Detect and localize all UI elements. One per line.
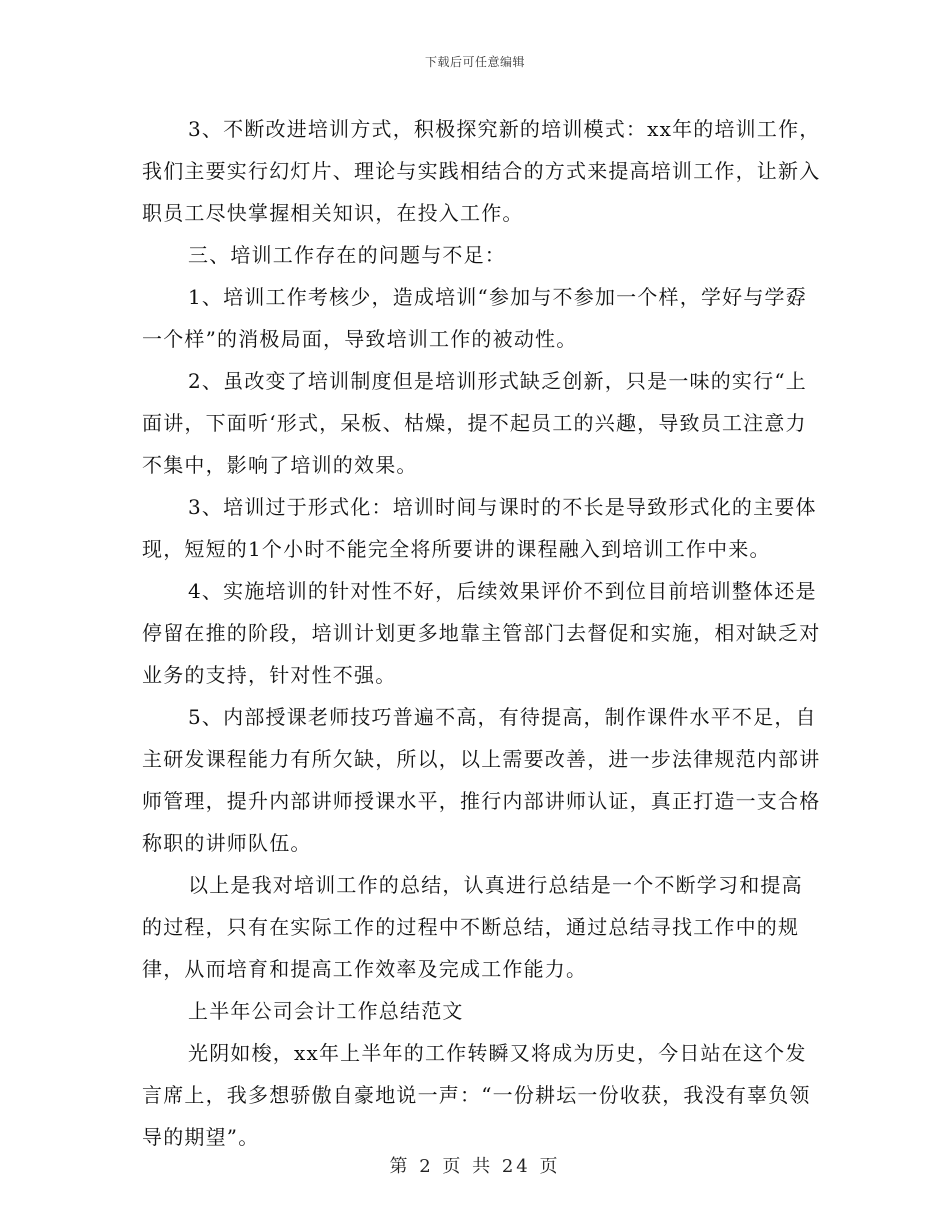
paragraph: 1、培训工作考核少，造成培训“参加与不参加一个样，学好与学孬一个样”的消极局面，导致培训工作的被动性。: [142, 285, 807, 351]
paragraph: 以上是我对培训工作的总结，认真进行总结是一个不断学习和提高的过程，只有在实际工作的过程中不断总结，通过总结寻找工作中的规律，从而培育和提高工作效率及完成工作能力。: [142, 873, 803, 981]
page-number: 第 2 页 共 24 页: [389, 1156, 561, 1177]
document-subtitle: 上半年公司会计工作总结范文: [188, 999, 464, 1023]
paragraph: 光阴如梭，xx年上半年的工作转瞬又将成为历史，今日站在这个发言席上，我多想骄傲自豪地说一声：“一份耕坛一份收获，我没有辜负领导的期望”。: [142, 1041, 811, 1149]
page-header: 下载后可任意编辑: [424, 55, 525, 69]
paragraph: 4、实施培训的针对性不好，后续效果评价不到位目前培训整体还是停留在推的阶段，培训计划更多地靠主管部门去督促和实施，相对缺乏对业务的支持，针对性不强。: [142, 579, 821, 687]
paragraph: 3、不断改进培训方式，积极探究新的培训模式：xx年的培训工作，我们主要实行幻灯片、理论与实践相结合的方式来提高培训工作，让新入职员工尽快掌握相关知识，在投入工作。: [142, 117, 821, 225]
paragraph: 5、内部授课老师技巧普遍不高，有待提高，制作课件水平不足，自主研发课程能力有所欠缺，所以，以上需要改善，进一步法律规范内部讲师管理，提升内部讲师授课水平，推行内部讲师认证，真正打造一支合格称职的讲师队伍。: [142, 705, 821, 855]
document-body: [142, 108, 822, 1158]
section-heading: 三、培训工作存在的问题与不足：: [188, 243, 506, 267]
paragraph: 3、培训过于形式化：培训时间与课时的不长是导致形式化的主要体现，短短的1个小时不能完全将所要讲的课程融入到培训工作中来。: [142, 495, 817, 561]
paragraph: 2、虽改变了培训制度但是培训形式缺乏创新，只是一味的实行“上面讲，下面听‘形式，呆板、枯燥，提不起员工的兴趣，导致员工注意力不集中，影响了培训的效果。: [142, 369, 807, 477]
